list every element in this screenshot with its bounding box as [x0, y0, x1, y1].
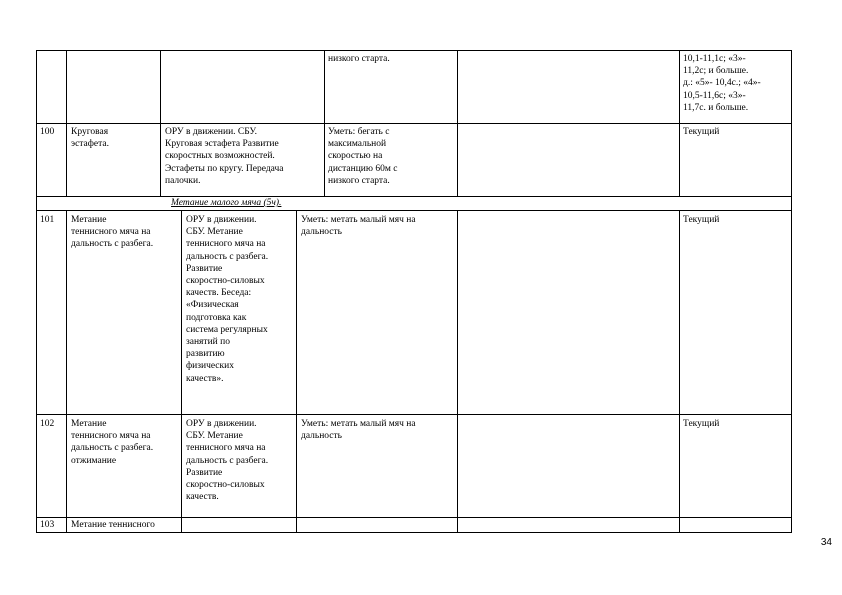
table-border-left — [36, 50, 37, 533]
requirements-cell: низкого старта. — [328, 54, 390, 64]
col-divider — [457, 50, 458, 196]
col-divider — [181, 210, 182, 533]
lesson-requirements: Уметь: метать малый мяч на дальность — [301, 419, 416, 442]
section-heading: Метание малого мяча (5ч). — [171, 198, 282, 208]
lesson-topic: Метание теннисного мяча на дальность с разбега. — [71, 215, 154, 250]
page-number: 34 — [820, 537, 832, 548]
lesson-plan-table — [36, 50, 792, 533]
norms-cell: 10,1-11,1с; «3»- 11,2с; и больше. д.: «5»- 10,4с.; «4»- 10,5-11,6с; «3»- 11,7с. и больше. — [683, 54, 761, 113]
lesson-content: ОРУ в движении. СБУ. Круговая эстафета Развитие скоростных возможностей. Эстафеты по кругу. Передача палочки. — [165, 127, 284, 186]
table-border-right — [791, 50, 792, 533]
lesson-requirements: Уметь: бегать с максимальной скоростью на дистанцию 60м с низкого старта. — [328, 127, 398, 186]
lesson-content: ОРУ в движении. СБУ. Метание теннисного мяча на дальность с разбега. Развитие скоростно-силовых качеств. — [186, 419, 269, 503]
lesson-requirements: Уметь: метать малый мяч на дальность — [301, 215, 416, 238]
lesson-number: 102 — [40, 419, 55, 429]
col-divider — [679, 50, 680, 196]
col-divider — [324, 50, 325, 196]
lesson-content: ОРУ в движении. СБУ. Метание теннисного мяча на дальность с разбега. Развитие скоростно-силовых качеств. Беседа: «Физическая подготовка как система регулярных занятий по развитию физических качеств». — [186, 215, 269, 384]
lesson-topic: Круговая эстафета. — [71, 127, 110, 150]
col-divider — [160, 50, 161, 196]
control-type: Текущий — [683, 419, 720, 429]
col-divider — [679, 210, 680, 533]
row-divider — [36, 196, 792, 197]
control-type: Текущий — [683, 127, 720, 137]
lesson-topic: Метание теннисного мяча на дальность с разбега. отжимание — [71, 419, 154, 466]
control-type: Текущий — [683, 215, 720, 225]
lesson-number: 101 — [40, 215, 55, 225]
lesson-number: 100 — [40, 127, 55, 137]
col-divider — [66, 210, 67, 533]
lesson-number: 103 — [40, 520, 55, 530]
lesson-topic: Метание теннисного — [71, 520, 155, 530]
col-divider — [457, 210, 458, 533]
col-divider — [66, 50, 67, 196]
col-divider — [296, 210, 297, 533]
